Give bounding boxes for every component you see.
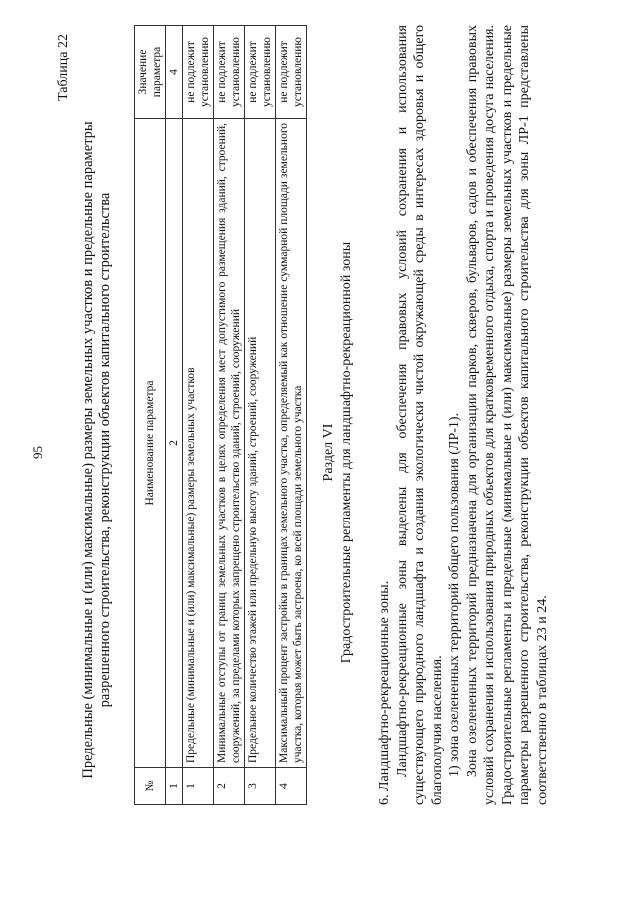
row-name: Максимальный процент застройки в границах земельного участка, определяемый как отношение суммарной площади земельного участка, которая может быть застроена, ко всей площади земельного участка xyxy=(276,119,307,768)
paragraph-zone-lr1-description: Зона озелененных территорий предназначена для организации парков, скверов, бульваров, садов и обеспечения правовых условий сохранения и использования природных объектов для кратковременного отдыха, спорта и проведения досуга населения. Градостроительные регламенты и предельные (минимальные и (или) максимальные) размеры земельных участков и предельные параметры разрешенного строительства, реконструкции объектов капитального строительства для зоны ЛР-1 представлены соответственно в таблицах 23 и 24. xyxy=(464,25,550,805)
header-name: Наименование параметра xyxy=(135,119,166,768)
row-name: Минимальные отступы от границ земельных участков в целях определения мест допустимого размещения зданий, строений, сооружений, за пределами которых запрещено строительство зданий, строений, сооружений xyxy=(214,119,245,768)
table-row xyxy=(276,26,307,805)
table-row xyxy=(245,26,276,805)
section-number: Раздел VI xyxy=(321,423,336,482)
table-number: Таблица 22 xyxy=(56,34,71,101)
table-title: Предельные (минимальные и (или) максимальные) размеры земельных участков и предельные параметры разрешенного строительства, реконструкции объектов капитального строительства xyxy=(80,121,113,779)
parameters-table xyxy=(134,25,307,805)
header-no: № xyxy=(135,768,166,805)
row-name: Предельное количество этажей или предельную высоту зданий, строений, сооружений xyxy=(245,119,276,768)
table-header-row xyxy=(135,26,166,805)
row-no: 1 xyxy=(183,768,214,805)
row-no: 4 xyxy=(276,768,307,805)
row-name: Предельные (минимальные и (или) максимальные) размеры земельных участков xyxy=(183,119,214,768)
row-no: 3 xyxy=(245,768,276,805)
header-value: Значение параметра xyxy=(135,26,166,119)
section-heading xyxy=(320,0,356,905)
row-value: не подлежит установлению xyxy=(245,26,276,119)
paragraph-zone-lr1-heading: 1) зона озелененных территорий общего пользования (ЛР-1). xyxy=(447,412,462,777)
row-value: не подлежит установлению xyxy=(214,26,245,119)
row-value: не подлежит установлению xyxy=(276,26,307,119)
body-text xyxy=(376,25,551,805)
section-title: Градостроительные регламенты для ландшафтно-рекреационной зоны xyxy=(339,241,354,664)
col-number-4: 4 xyxy=(166,26,183,119)
paragraph-zones-heading: 6. Ландшафтно-рекреационные зоны. xyxy=(377,580,392,805)
paragraph-zones-description: Ландшафтно-рекреационные зоны выделены для обеспечения правовых условий сохранения и использования существующего природного ландшафта и создания экологически чистой окружающей среды в интересах здоровья и общего благополучия населения. xyxy=(394,25,445,805)
col-number-2: 2 xyxy=(166,119,183,768)
row-value: не подлежит установлению xyxy=(183,26,214,119)
row-no: 2 xyxy=(214,768,245,805)
table-row xyxy=(214,26,245,805)
page-number: 95 xyxy=(30,446,45,459)
col-number-1: 1 xyxy=(166,768,183,805)
table-column-numbers-row xyxy=(166,26,183,805)
table-row xyxy=(183,26,214,805)
